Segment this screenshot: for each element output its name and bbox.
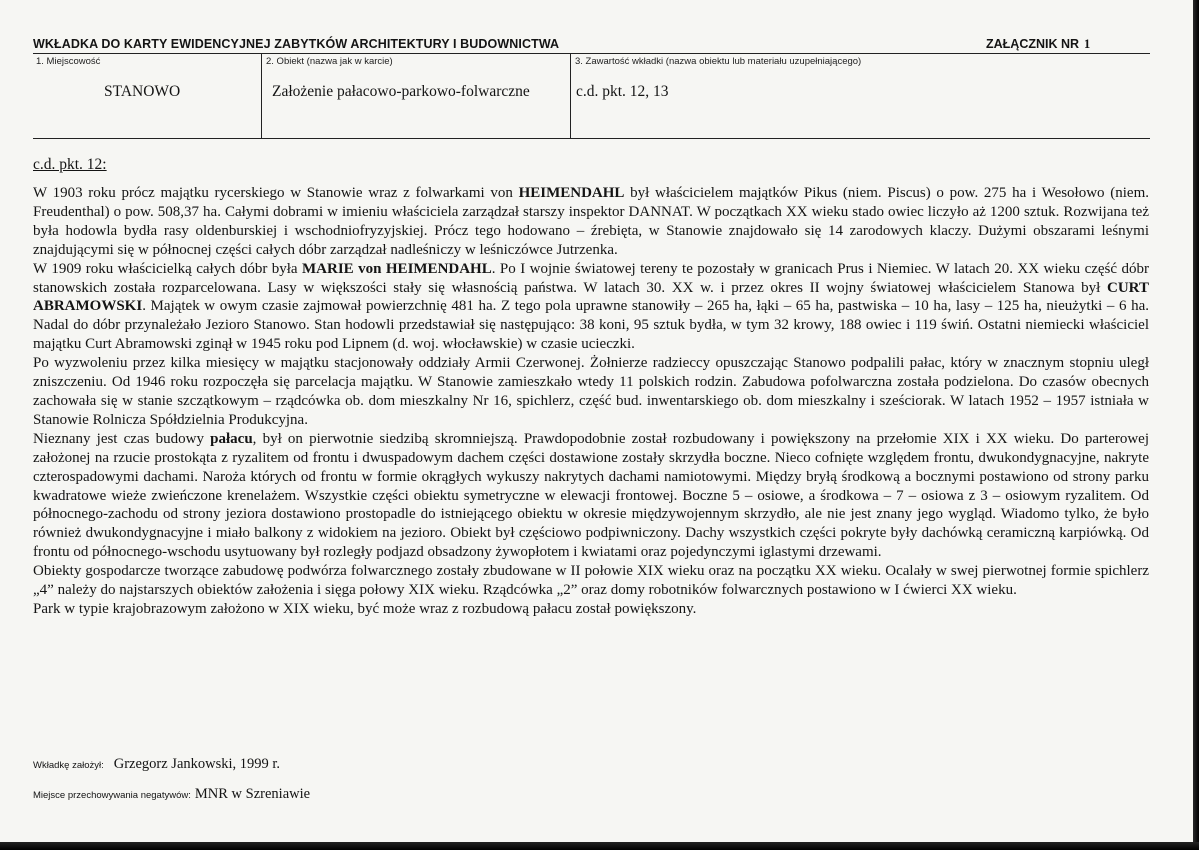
field-label-content: 3. Zawartość wkładki (nazwa obiektu lub materiału uzupełniającego) <box>575 56 862 67</box>
paragraph-2 <box>33 260 1149 355</box>
bold-term: pałacu <box>210 430 253 447</box>
text-run: Park w typie krajobrazowym założono w XIX wieku, być może wraz z rozbudową pałacu został powiększony. <box>33 600 697 617</box>
paragraph-5 <box>33 562 1149 600</box>
paragraph-1 <box>33 184 1149 260</box>
field-label-locality: 1. Miejscowość <box>36 56 101 67</box>
field-divider-2 <box>570 53 571 138</box>
paragraph-4 <box>33 430 1149 562</box>
text-run: W 1909 roku właścicielką całych dóbr była <box>33 260 303 277</box>
text-run: był właścicielem majątków Pikus (niem. Piscus) o pow. 275 ha i Wesołowo (niem. Freudenthal) o pow. 508,37 ha. Całymi dobrami w imieniu właściciela zarządzał starszy inspektor DANNAT. W początkach XX wieku stado owiec liczyło aż 1200 sztuk. Rozwijana też była hodowla bydła rasy oldenburskiej i wschodniofryzyjskiej. Prócz tego hodowano – źrebięta, w Stanowie znajdowało się 14 zarodowych klaczy. Dużymi obszarami leśnymi znajdującymi się w północnej części całych dóbr zarządzał nadleśniczy w leśniczówce Jutrzenka. <box>33 185 1150 258</box>
text-run: Obiekty gospodarcze tworzące zabudowę podwórza folwarcznego zostały zbudowane w II połowie XIX wieku oraz na początku XX wieku. Ocalały w swej pierwotnej formie spichlerz „4” należy do najstarszych obiektów założenia i sięga połowy XIX wieku. Rządcówka „2” oraz domy robotników folwarcznych postawiono w I ćwierci XX wieku. <box>33 563 1149 599</box>
header-top-rule <box>33 53 1150 54</box>
document-body <box>33 184 1149 619</box>
bold-name: HEIMENDAHL <box>518 185 625 201</box>
header-bottom-rule <box>33 138 1150 139</box>
text-run: , był on pierwotnie siedzibą skromniejszą. Prawdopodobnie został rozbudowany i powiększony na przełomie XIX i XX wieku. Do parterowej założonej na rzucie prostokąta z ryzalitem od frontu i dwuspadowym dachem części dostawione zostały skrzydła boczne. Nieco cofnięte względem frontu, dwukondygnacyjne, nakryte czterospadowymi dachami. Naroża których od frontu w formie okrągłych wykuszy nakrytych dachami namiotowymi. Między bryłą środkową a bocznymi postawiono od strony parku kwadratowe wieże zwieńczone krenelażem. Wszystkie części obiektu symetryczne w elewacji frontowej. Boczne 5 – osiowe, a środkowa – 7 – osiowa z 3 – osiowym ryzalitem. Od północnego-zachodu od strony jeziora dostawiono prostopadle do istniejącego obiektu w okresie międzywojennym skrzydło, ale nie jest znany jego wygląd. Wiadomo tylko, że było również dwukondygnacyjne i miało balkony z widokiem na jezioro. Obiekt był częściowo podpiwniczony. Dachy wszystkich części pokryte były dachówką ceramiczną karpiówką. Od frontu od północnego-wschodu usytuowany był rozległy podjazd obsadzony żywopłotem i kwiatami oraz pojedynczymi iglastymi drzewami. <box>33 430 1150 561</box>
author-value: Grzegorz Jankowski, 1999 r. <box>113 756 281 772</box>
paragraph-6 <box>33 600 1149 619</box>
storage-value: MNR w Szreniawie <box>194 786 311 802</box>
text-run: W 1903 roku prócz majątku rycerskiego w Stanowie wraz z folwarkami von <box>33 185 519 201</box>
field-value-locality: STANOWO <box>104 83 181 100</box>
text-run: . Po I wojnie światowej tereny te pozostały w granicach Prus i Niemiec. W latach 20. XX wieku część dóbr stanowskich została rozparcelowana. Lasy w większości stały się własnością państwa. W latach 30. XX w. i przez okres II wojny światowej właścicielem Stanowa był <box>33 260 1149 296</box>
document-title: WKŁADKA DO KARTY EWIDENCYJNEJ ZABYTKÓW ARCHITEKTURY I BUDOWNICTWA <box>33 37 560 51</box>
footer-storage <box>33 786 310 803</box>
annex-label <box>986 37 1090 52</box>
footer-author <box>33 756 280 773</box>
field-value-content: c.d. pkt. 12, 13 <box>576 83 669 100</box>
bold-name: CURT ABRAMOWSKI <box>33 279 1149 315</box>
section-heading: c.d. pkt. 12: <box>33 156 107 173</box>
scan-edge-bottom <box>0 842 1199 850</box>
field-value-object: Założenie pałacowo-parkowo-folwarczne <box>272 83 530 100</box>
text-run: Po wyzwoleniu przez kilka miesięcy w majątku stacjonowały oddziały Armii Czerwonej. Żołnierze radzieccy opuszczając Stanowo podpalili pałac, który w znacznym stopniu uległ zniszczeniu. Od 1946 roku rozpoczęła się parcelacja majątku. W Stanowie zamieszkało wtedy 11 polskich rodzin. Zabudowa pofolwarczna została podzielona. Do czasów obecnych zachowała się w stanie szczątkowym – rządcówka ob. dom mieszkalny Nr 16, spichlerz, część bud. inwentarskiego ob. dom mieszkalny i sześciorak. W latach 1952 – 1957 istniała w Stanowie Rolnicza Spółdzielnia Produkcyjna. <box>33 355 1149 428</box>
author-label: Wkładkę założył: <box>33 760 104 771</box>
bold-name: MARIE von HEIMENDAHL <box>302 260 492 277</box>
text-run: . Majątek w owym czasie zajmował powierzchnię 481 ha. Z tego pola uprawne stanowiły – 265 ha, łąki – 65 ha, pastwiska – 10 ha, lasy – 125 ha, nieużytki – 6 ha. Nadal do dóbr przynależało Jezioro Stanowo. Stan hodowli przedstawiał się następująco: 38 koni, 95 sztuk bydła, w tym 32 krowy, 188 owiec i 119 świń. Ostatni niemiecki właściciel majątku Curt Abramowski zginął w 1945 roku pod Lipnem (d. woj. włocławskie) w czasie ucieczki. <box>33 298 1149 353</box>
scan-edge-right <box>1193 0 1199 850</box>
field-divider-1 <box>261 53 262 138</box>
field-label-object: 2. Obiekt (nazwa jak w karcie) <box>266 56 393 67</box>
annex-label-text: ZAŁĄCZNIK NR <box>986 37 1080 51</box>
text-run: Nieznany jest czas budowy <box>33 430 211 447</box>
storage-label: Miejsce przechowywania negatywów: <box>33 790 191 801</box>
annex-number: 1 <box>1084 37 1091 51</box>
paragraph-3 <box>33 354 1149 430</box>
